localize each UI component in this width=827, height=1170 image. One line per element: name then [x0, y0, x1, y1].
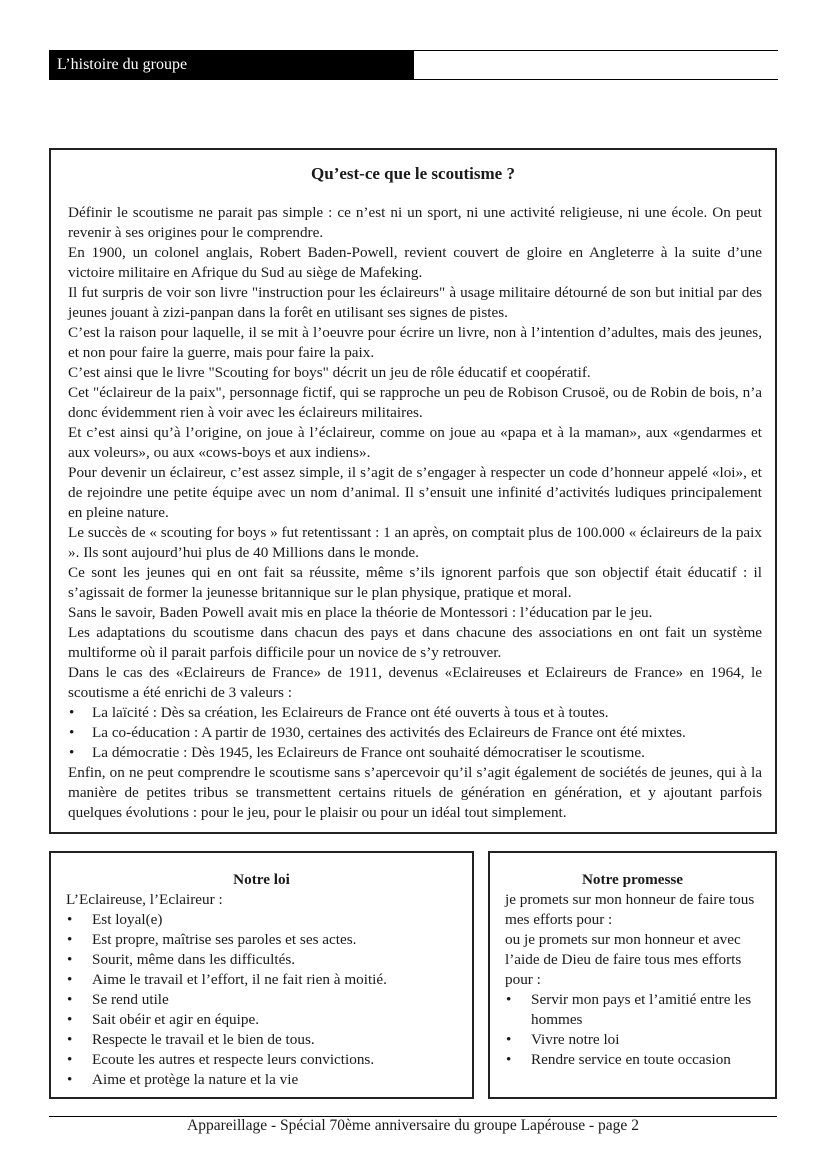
paragraph: Enfin, on ne peut comprendre le scoutisme sans s’apercevoir qu’il s’agit également de sociétés de jeunes, qui à la manière de petites tribus se transmettent certains rituels de génération en génération, et y ajoutant parfois quelques évolutions : pour le jeu, pour le plaisir ou pour un idéal tout simplement. — [68, 764, 762, 821]
list-item: • La laïcité : Dès sa création, les Eclaireurs de France ont été ouverts à tous et à toutes. — [68, 703, 762, 723]
box-title: Notre loi — [233, 871, 290, 888]
paragraph: C’est la raison pour laquelle, il se mit à l’oeuvre pour écrire un livre, non à l’intention d’adultes, mais des jeunes, et non pour faire la guerre, mais pour faire la paix. — [68, 324, 762, 361]
paragraph: Ce sont les jeunes qui en ont fait sa réussite, même s’ils ignorent parfois que son objectif était éducatif : il s’agissait de former la jeunesse britannique sur le plan physique, pratique et moral. — [68, 564, 762, 601]
article-title: Qu’est-ce que le scoutisme ? — [311, 164, 515, 183]
list-item: • Sourit, même dans les difficultés. — [66, 950, 462, 970]
list-item: • La co-éducation : A partir de 1930, certaines des activités des Eclaireurs de France ont été mixtes. — [68, 723, 762, 743]
list-item: • Ecoute les autres et respecte leurs convictions. — [66, 1050, 462, 1070]
promesse-line: je promets sur mon honneur de faire tous mes efforts pour : — [505, 891, 755, 928]
list-item: • Servir mon pays et l’amitié entre les hommes — [505, 990, 755, 1030]
paragraph: Le succès de « scouting for boys » fut retentissant : 1 an après, on comptait plus de 100.000 « éclaireurs de la paix ». Ils sont aujourd’hui plus de 40 Millions dans le monde. — [68, 524, 762, 561]
promesse-list — [505, 990, 755, 1070]
paragraph: Et c’est ainsi qu’à l’origine, on joue à l’éclaireur, comme on joue au «papa et à la maman», aux «gendarmes et aux voleurs», ou aux «cows-boys et aux indiens». — [68, 424, 762, 461]
paragraph: Cet "éclaireur de la paix", personnage fictif, qui se rapproche un peu de Robison Crusoë, ou de Robin de bois, n’a donc évidemment rien à voir avec les éclaireurs militaires. — [68, 384, 762, 421]
paragraph: Il fut surpris de voir son livre "instruction pour les éclaireurs" à usage militaire détourné de son but initial par des jeunes jouant à zizi-panpan dans la forêt en utilisant ses signes de pistes. — [68, 284, 762, 321]
list-item: • Respecte le travail et le bien de tous. — [66, 1030, 462, 1050]
list-item: • Est propre, maîtrise ses paroles et ses actes. — [66, 930, 462, 950]
paragraph: Sans le savoir, Baden Powell avait mis en place la théorie de Montessori : l’éducation par le jeu. — [68, 604, 653, 621]
box-body — [51, 890, 472, 1090]
paragraph: En 1900, un colonel anglais, Robert Baden-Powell, revient couvert de gloire en Angleterre à la suite d’une victoire militaire en Afrique du Sud au siège de Mafeking. — [68, 244, 762, 281]
paragraph: Dans le cas des «Eclaireurs de France» de 1911, devenus «Eclaireuses et Eclaireurs de France» en 1964, le scoutisme a été enrichi de 3 valeurs : — [68, 664, 762, 701]
box-body — [490, 890, 775, 1070]
list-item: • Rendre service en toute occasion — [505, 1050, 755, 1070]
article-body — [68, 203, 762, 823]
loi-list — [66, 910, 462, 1090]
notre-loi-box — [49, 851, 474, 1099]
list-item: • Se rend utile — [66, 990, 462, 1010]
paragraph: Définir le scoutisme ne parait pas simple : ce n’est ni un sport, ni une activité religieuse, ni une école. On peut revenir à ses origines pour le comprendre. — [68, 204, 762, 241]
list-item: • Est loyal(e) — [66, 910, 462, 930]
list-item: • Aime et protège la nature et la vie — [66, 1070, 462, 1090]
section-header — [49, 50, 414, 80]
header-rule — [414, 50, 778, 51]
header-rule — [414, 79, 778, 80]
list-item: • Aime le travail et l’effort, il ne fait rien à moitié. — [66, 970, 462, 990]
loi-intro: L’Eclaireuse, l’Eclaireur : — [66, 891, 223, 908]
box-title: Notre promesse — [581, 871, 684, 888]
list-item: • La démocratie : Dès 1945, les Eclaireurs de France ont souhaité démocratiser le scoutisme. — [68, 743, 762, 763]
notre-promesse-box — [488, 851, 777, 1099]
list-item: • Sait obéir et agir en équipe. — [66, 1010, 462, 1030]
list-item: • Vivre notre loi — [505, 1030, 755, 1050]
values-list — [68, 703, 762, 763]
section-title: L’histoire du groupe — [57, 56, 188, 73]
promesse-line: ou je promets sur mon honneur et avec l’aide de Dieu de faire tous mes efforts pour : — [505, 931, 742, 988]
scoutisme-article-box — [49, 148, 777, 834]
paragraph: Pour devenir un éclaireur, c’est assez simple, il s’agit de s’engager à respecter un code d’honneur appelé «loi», et de rejoindre une petite équipe avec un nom d’animal. Il s’ensuit une infinité d’activités ludiques principalement en pleine nature. — [68, 464, 762, 521]
paragraph: C’est ainsi que le livre "Scouting for boys" décrit un jeu de rôle éducatif et coopératif. — [68, 364, 591, 381]
page-footer: Appareillage - Spécial 70ème anniversaire du groupe Lapérouse - page 2 — [187, 1117, 639, 1134]
paragraph: Les adaptations du scoutisme dans chacun des pays et dans chacune des associations en ont fait un système multiforme où il parait parfois difficile pour un novice de s’y retrouver. — [68, 624, 762, 661]
